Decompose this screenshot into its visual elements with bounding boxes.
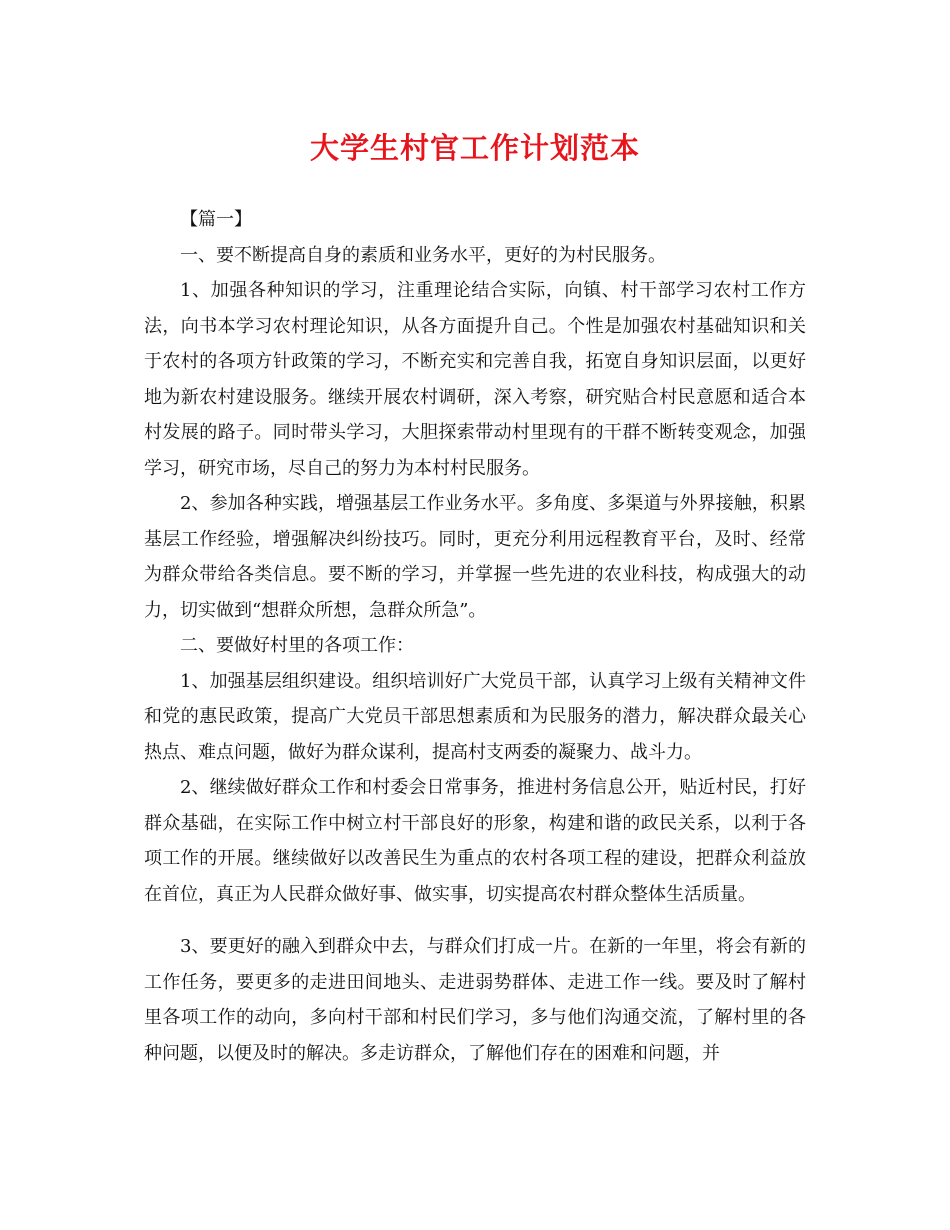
section-heading-one: 一、要不断提高自身的素质和业务水平，更好的为村民服务。 (180, 244, 666, 266)
document-body (144, 202, 806, 1071)
document-title: 大学生村官工作计划范本 (309, 131, 640, 165)
section-heading-two: 二、要做好村里的各项工作： (180, 635, 414, 656)
paragraph-2-3: 3、要更好的融入到群众中去，与群众们打成一片。在新的一年里，将会有新的工作任务，要更多的走进田间地头、走进弱势群体、走进工作一线。要及时了解村里各项工作的动向，多向村干部和村民们学习，多与他们沟通交流，了解村里的各种问题，以便及时的解决。多走访群众，了解他们存在的困难和问题，并 (144, 936, 806, 1064)
paragraph-1-2: 2、参加各种实践，增强基层工作业务水平。多角度、多渠道与外界接触，积累基层工作经验，增强解决纠纷技巧。同时，更充分利用远程教育平台，及时、经常为群众带给各类信息。要不断的学习，并掌握一些先进的农业科技，构成强大的动力，切实做到“想群众所想，急群众所急”。 (144, 493, 806, 621)
paragraph-1-1: 1、加强各种知识的学习，注重理论结合实际，向镇、村干部学习农村工作方法，向书本学习农村理论知识，从各方面提升自己。个性是加强农村基础知识和关于农村的各项方针政策的学习，不断充实和完善自我，拓宽自身知识层面，以更好地为新农村建设服务。继续开展农村调研，深入考察，研究贴合村民意愿和适合本村发展的路子。同时带头学习，大胆探索带动村里现有的干群不断转变观念，加强学习，研究市场，尽自己的努力为本村村民服务。 (144, 280, 806, 479)
paragraph-2-2: 2、继续做好群众工作和村委会日常事务，推进村务信息公开，贴近村民，打好群众基础，在实际工作中树立村干部良好的形象，构建和谐的政民关系，以利于各项工作的开展。继续做好以改善民生为重点的农村各项工程的建设，把群众利益放在首位，真正为人民群众做好事、做实事，切实提高农村群众整体生活质量。 (144, 777, 806, 905)
section-heading-part-one: 【篇一】 (180, 209, 252, 230)
paragraph-2-1: 1、加强基层组织建设。组织培训好广大党员干部，认真学习上级有关精神文件和党的惠民政策，提高广大党员干部思想素质和为民服务的潜力，解决群众最关心热点、难点问题，做好为群众谋利，提高村支两委的凝聚力、战斗力。 (144, 670, 806, 763)
